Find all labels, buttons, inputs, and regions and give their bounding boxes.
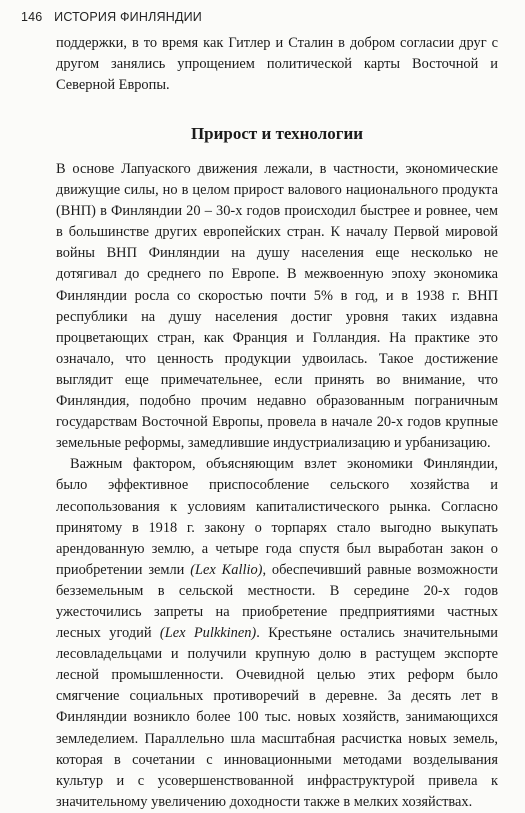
running-header [21,10,202,24]
page-number: 146 [21,10,43,24]
continued-paragraph: поддержки, в то время как Гитлер и Сталин в добром согласии друг с другом занялись упрощением политической карты Восточной и Северной Европы. [56,35,498,94]
paragraph-1: В основе Лапуаского движения лежали, в частности, экономические движущие силы, но в целом прирост валового национального продукта (ВНП) в Финляндии 20 – 30-х годов происходил быстрее и ровнее, чем в большинстве других европейских стран. К началу Первой мировой войны ВНП Финляндии на душу населения еще несколько не дотягивал до среднего по Европе. В межвоенную эпоху экономика Финляндии росла со скоростью почти 5% в год, и в 1938 г. ВНП республики на душу населения достиг уровня таких издавна процветающих стран, как Франция и Голландия. На практике это означало, что ценность продукции удвоилась. Такое достижение выглядит еще примечательнее, если принять во внимание, что Финляндия, подобно прочим недавно образованным пограничным государствам Восточной Европы, провела в начале 20-х годов крупные земельные реформы, замедлившие индустриализацию и урбанизацию. [56,161,498,452]
law-name-kallio: (Lex Kallio) [190,561,263,578]
section-body [56,159,498,813]
running-title: ИСТОРИЯ ФИНЛЯНДИИ [54,10,202,24]
paragraph-2: Важным фактором, объясняющим взлет экономики Финляндии, было эффективное приспособление сельского хозяйства и лесопользования к условиям капиталистического рынка. Согласно принятому в 1918 г. закону о торпарях стало выгодно выкупать арендованную землю, а четыре года спустя был выработан закон о приобретении земли (Lex Kallio), обеспечивший равные возможности безземельным в сельской местности. В середине 20-х годов ужесточились запреты на приобретение предприятиями частных лесных угодий (Lex Pulkkinen). Крестьяне остались значительными лесовладельцами и получили крупную долю в растущем экспорте лесной промышленности. Очевидной целью этих реформ было смягчение социальных противоречий в деревне. За десять лет в Финляндии возникло более 100 тыс. новых хозяйств, занимающихся земледелием. Параллельно шла масштабная расчистка новых земель, которая в сочетании с инновационными методами возделывания культур и с усовершенствованной инфраструктурой привела к значительному увеличению доходности также в мелких хозяйствах. [56,456,499,810]
law-name-pulkkinen: (Lex Pulkkinen) [159,625,257,642]
section-heading: Прирост и технологии [190,124,364,143]
